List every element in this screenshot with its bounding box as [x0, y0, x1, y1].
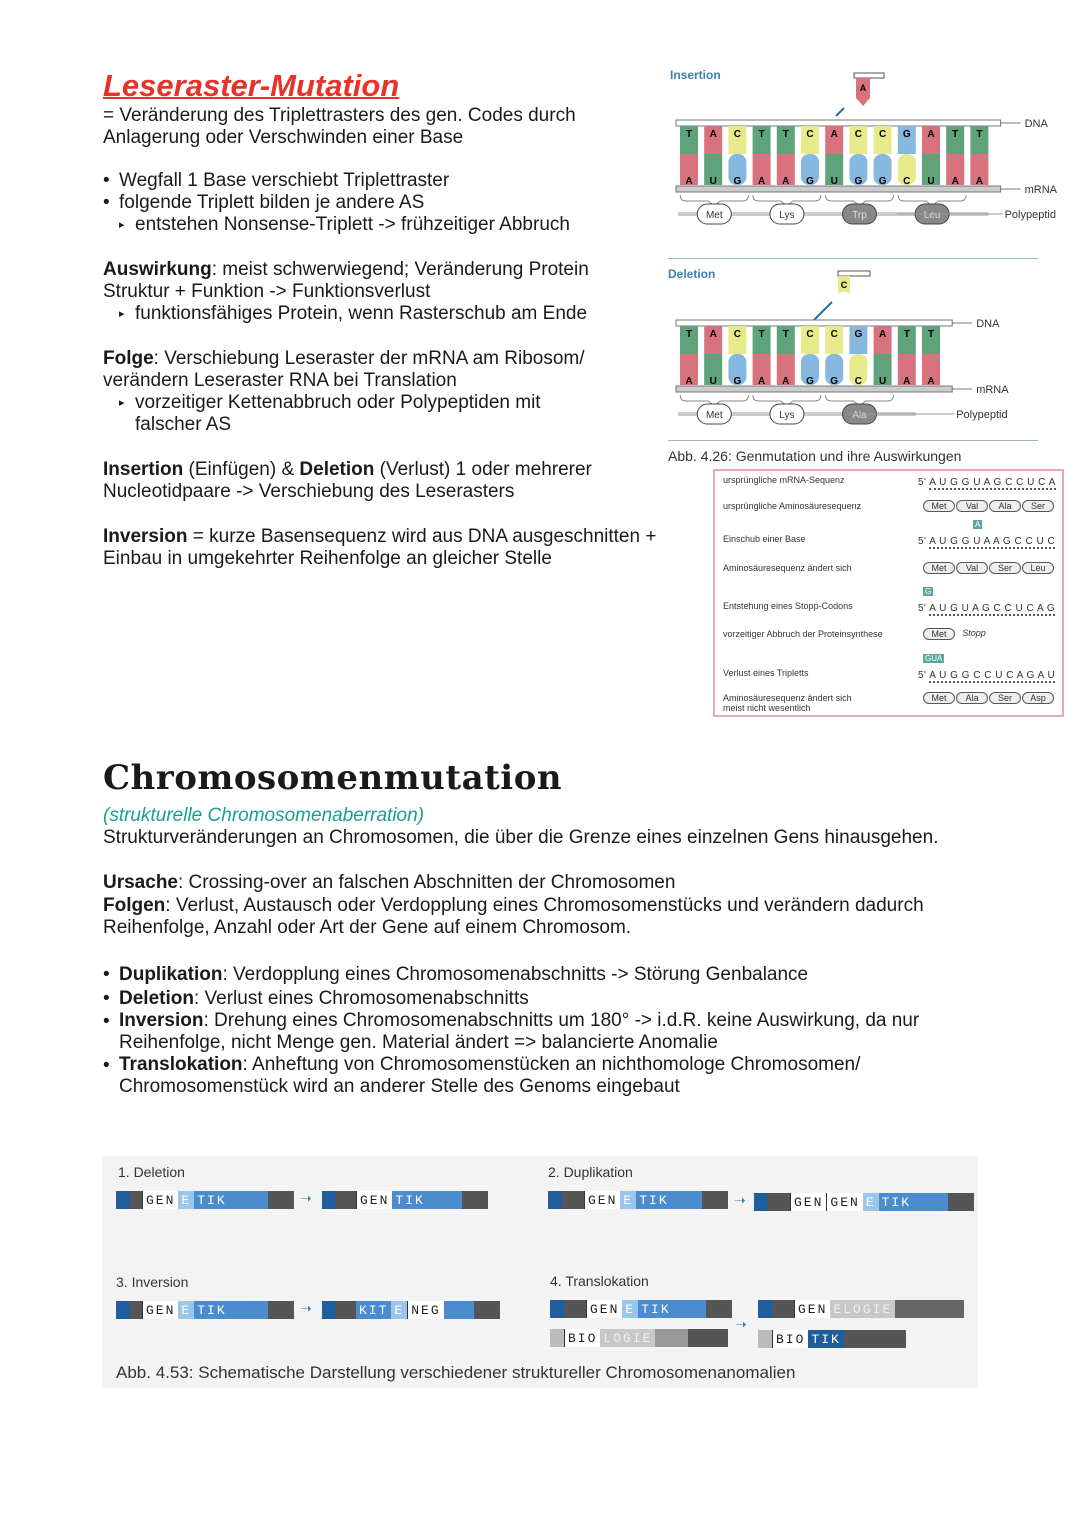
insertion-arrow [836, 108, 844, 116]
mrna-base-letter: G [733, 376, 742, 387]
dna-base-letter: T [903, 329, 910, 340]
chromosome-segment: E [391, 1301, 407, 1319]
mrna-base-letter: C [854, 376, 863, 387]
arrow-icon: ➝ [300, 1190, 312, 1206]
section-title-leseraster: Leseraster-Mutation [103, 68, 400, 103]
polypeptid-label: Polypeptid [956, 409, 1008, 421]
chromosome-segment [674, 1300, 706, 1318]
sequence-letters: A U G U A G C C U C A G [929, 603, 1056, 614]
mrna-base-letter: A [685, 176, 693, 187]
amino-acid: Met [923, 628, 955, 640]
mrna-base-letter: G [733, 176, 742, 187]
ursache-folgen: Ursache: Crossing-over an falschen Abschnitten der Chromosomen Folgen: Verlust, Austausch oder Verdopplung eines Chromosomenstücks und verändern dadurch Reihenfolge, Anzahl oder Art der Gene auf einem Chromosom. [103, 872, 924, 938]
section-title-chromosomen: Chromosomenmutation [103, 758, 563, 798]
chromosome [548, 1191, 728, 1209]
chromosome-segment: BIO [564, 1329, 600, 1347]
list-item: • Duplikation: Verdopplung eines Chromosomenabschnitts -> Störung Genbalance [103, 964, 809, 985]
amino-acid: Met [923, 562, 955, 574]
chromosome-band [336, 1301, 356, 1319]
chromosome-segment: TIK [808, 1330, 843, 1348]
chromosome-band [758, 1330, 772, 1348]
chromosome-band [564, 1300, 586, 1318]
insertion-label: Insertion [670, 68, 721, 82]
removed-base-holder [838, 271, 870, 276]
chromosome-segment: BIO [772, 1330, 808, 1348]
mrna-base-letter: G [806, 376, 814, 387]
chromosome-segment [230, 1191, 268, 1209]
chromosome [322, 1301, 500, 1319]
chromosome-segment: GEN [142, 1191, 178, 1209]
mrna-base-letter: C [903, 176, 911, 187]
chromosome-band [268, 1301, 294, 1319]
chromosome-band [758, 1300, 772, 1318]
figure-caption: Abb. 4.53: Schematische Darstellung verschiedener struktureller Chromosomenanomalien [116, 1363, 796, 1382]
mrna-base-letter: A [757, 376, 766, 387]
chromosome [116, 1191, 294, 1209]
mrna-base-letter: A [782, 176, 790, 187]
row-label: ursprüngliche Aminosäuresequenz [723, 501, 862, 511]
mrna-strand [676, 386, 952, 392]
chromosome-band [116, 1191, 130, 1209]
dna-base-letter: T [685, 129, 693, 140]
chromosome-segment: TIK [194, 1301, 229, 1319]
amino-acid: Met [923, 692, 955, 704]
chromosome [550, 1329, 728, 1347]
panel-label: 4. Translokation [550, 1273, 649, 1289]
mrna-base-letter: G [854, 176, 863, 187]
deletion-arrow [814, 302, 832, 320]
chromosome-segment: E [178, 1301, 194, 1319]
dna-base-letter: T [927, 329, 935, 340]
list-item: • Wegfall 1 Base verschiebt Triplettraster [103, 170, 450, 191]
amino-acid: Stopp [962, 628, 986, 638]
chromosome-segment: TIK [194, 1191, 229, 1209]
row-label: Entstehung eines Stopp-Codons [723, 601, 853, 611]
dna-base-letter: C [806, 329, 814, 340]
arrow-icon: ➝ [735, 1316, 747, 1332]
chromosome-band [562, 1191, 584, 1209]
dna-base-letter: T [758, 329, 765, 340]
chromosome-segment: NEG [407, 1301, 443, 1319]
chromosome [116, 1301, 294, 1319]
mrna-base-letter: G [878, 176, 887, 187]
amino-acid: Leu [1022, 562, 1054, 574]
chromosome-segment: GEN [584, 1191, 620, 1209]
dna-base-letter: C [733, 129, 742, 140]
panel-label: 1. Deletion [118, 1164, 185, 1180]
chromosome-segment [895, 1300, 964, 1318]
inserted-base-holder [854, 73, 884, 78]
mrna-base-letter: U [709, 376, 717, 387]
list-item: • Translokation: Anheftung von Chromosomenstücken an nichthomologe Chromosomen/ Chromosomenstück wird an anderer Stelle des Genoms eingebaut [103, 1054, 861, 1097]
amino-acid: Met [923, 500, 955, 512]
chromosome-band [322, 1191, 336, 1209]
chromosome-band [268, 1191, 294, 1209]
dna-base-letter: G [902, 129, 911, 140]
mrna-base-letter: A [685, 376, 693, 387]
amino-acid-label: Trp [852, 210, 867, 221]
mutation-mark: A [975, 520, 981, 529]
amino-acid-label: Lys [779, 210, 795, 221]
dna-base-letter: T [976, 129, 983, 140]
figure-chromosome-anomalies [102, 1156, 978, 1388]
dna-base-letter: A [927, 129, 935, 140]
mrna-sequence [918, 477, 1056, 488]
deletion-label: Deletion [668, 267, 716, 281]
list-item: ▸ entstehen Nonsense-Triplett -> frühzeitiger Abbruch [119, 214, 570, 235]
chromosome-segment: ELOGIE [830, 1300, 895, 1318]
amino-acid: Ser [989, 562, 1021, 574]
dna-base-letter: G [854, 329, 863, 340]
row-label: ursprüngliche mRNA-Sequenz [723, 475, 845, 485]
dna-base-letter: C [733, 329, 742, 340]
chromosome-band [550, 1329, 564, 1347]
chromosome-band [688, 1329, 728, 1347]
dna-base-letter: T [685, 329, 693, 340]
mrna-base-letter: A [975, 176, 984, 187]
dna-base-letter: A [830, 129, 838, 140]
dna-base-letter: A [709, 329, 717, 340]
sequence-table [713, 469, 1064, 717]
list-item: • Deletion: Verlust eines Chromosomenabschnitts [103, 987, 529, 1009]
arrow-icon: ➝ [300, 1300, 312, 1316]
mrna-base-letter: A [927, 376, 935, 387]
chromosome-segment [230, 1301, 268, 1319]
chromosome-segment: KIT [356, 1301, 391, 1319]
mrna-base-letter: U [927, 176, 935, 187]
amino-acid: Ala [989, 500, 1021, 512]
chromosome-band [116, 1301, 130, 1319]
dna-strand [676, 320, 952, 326]
dna-base-letter: T [758, 129, 765, 140]
chromosome-segment: E [863, 1193, 879, 1211]
sequence-letters: A U G G C C U C A G A U [929, 670, 1056, 681]
list-item: • Inversion: Drehung eines Chromosomenabschnitts um 180° -> i.d.R. keine Auswirkung, da nur Reihenfolge, nicht Menge gen. Material ändert => balancierte Anomalie [103, 1010, 920, 1053]
chromosome-band [322, 1301, 336, 1319]
divider [668, 440, 1038, 441]
panel-label: 2. Duplikation [548, 1164, 633, 1180]
amino-acid: Val [956, 562, 988, 574]
chromosome-band [706, 1300, 732, 1318]
dna-label: DNA [976, 318, 1000, 330]
mrna-sequence [918, 603, 1055, 614]
chromosome-segment: GEN [586, 1300, 622, 1318]
chromosome-segment [914, 1193, 948, 1211]
definition: = Veränderung des Triplettrasters des gen. Codes durch Anlagerung oder Verschwinden einer Base [103, 105, 576, 148]
dna-base-letter: A [709, 129, 717, 140]
mrna-base-letter: A [782, 376, 790, 387]
chromosome-segment: LOGIE [600, 1329, 655, 1347]
chromosome [754, 1193, 974, 1211]
chromosome-segment: E [178, 1191, 194, 1209]
mrna-base-letter: G [806, 176, 814, 187]
chromosomen-intro: (strukturelle Chromosomenaberration) Strukturveränderungen an Chromosomen, die über die Grenze eines einzelnen Gens hinausgehen. [103, 805, 939, 848]
row-label: Verlust eines Tripletts [723, 668, 809, 678]
row-label: vorzeitiger Abbruch der Proteinsynthese [723, 629, 883, 639]
chromosome [322, 1191, 488, 1209]
chromosome-band [462, 1191, 488, 1209]
amino-acid-label: Leu [923, 210, 941, 221]
figure-caption: Abb. 4.26: Genmutation und ihre Auswirkungen [668, 448, 962, 464]
amino-acid-label: Met [705, 210, 723, 221]
amino-acid-label: Ala [852, 410, 867, 421]
amino-acid-label: Lys [779, 410, 795, 421]
dna-base-letter: C [854, 129, 863, 140]
mrna-label: mRNA [976, 384, 1009, 396]
amino-acid: Ser [1022, 500, 1054, 512]
mrna-base-letter: A [903, 376, 911, 387]
five-prime-label: 5' [918, 603, 930, 614]
auswirkung: Auswirkung: meist schwerwiegend; Veränderung Protein Struktur + Funktion -> Funktionsverlust ▸ funktionsfähiges Protein, wenn Rasterschub am Ende [103, 259, 589, 324]
chromosome-band [130, 1191, 142, 1209]
insertion-diagram [660, 62, 1057, 242]
mrna-sequence [918, 536, 1055, 547]
amino-acid: Ser [989, 692, 1021, 704]
chromosome-band [336, 1191, 356, 1209]
dna-label: DNA [1024, 118, 1048, 130]
inserted-base-letter: A [859, 83, 867, 93]
chromosome-band [474, 1301, 500, 1319]
five-prime-label: 5' [918, 477, 930, 488]
chromosome-segment: E [622, 1300, 638, 1318]
mutation-mark: GUA [925, 654, 943, 663]
five-prime-label: 5' [918, 536, 930, 547]
dna-strand [676, 120, 1001, 126]
chromosome-band [130, 1301, 142, 1319]
dna-base-letter: T [782, 329, 789, 340]
row-label: Einschub einer Base [723, 534, 806, 544]
mrna-base-letter: G [830, 376, 839, 387]
deletion-diagram [660, 262, 1040, 442]
bullet-list [103, 170, 663, 236]
chromosome-segment: TIK [636, 1191, 671, 1209]
chromosome-segment: TIK [879, 1193, 914, 1211]
chromosome-segment: E [620, 1191, 636, 1209]
chromosome-segment: GEN [794, 1300, 830, 1318]
chromosome-segment [844, 1330, 906, 1348]
removed-base-letter: C [840, 280, 848, 290]
chromosome-band [550, 1300, 564, 1318]
chromosome [550, 1300, 732, 1318]
chromosome-band [702, 1191, 728, 1209]
mrna-base-letter: A [951, 176, 959, 187]
dna-base-letter: C [878, 129, 887, 140]
dna-base-letter: C [806, 129, 814, 140]
chromosome-band [548, 1191, 562, 1209]
mutation-types-list [103, 963, 1053, 1098]
amino-acid: Asp [1022, 692, 1054, 704]
chromosome [758, 1300, 964, 1318]
sequence-letters: A U G G U A G C C U C A [929, 477, 1056, 488]
mrna-base-letter: U [878, 376, 887, 387]
insertion-deletion: Insertion (Einfügen) & Deletion (Verlust) 1 oder mehrerer Nucleotidpaare -> Verschiebung des Leserasters [103, 459, 592, 502]
polypeptid-label: Polypeptid [1004, 209, 1056, 221]
row-label: Aminosäuresequenz ändert sich meist nicht wesentlich [723, 693, 852, 713]
chromosome-segment: GEN [142, 1301, 178, 1319]
dna-base-letter: T [952, 129, 959, 140]
chromosome-band [754, 1193, 768, 1211]
five-prime-label: 5' [918, 670, 930, 681]
chromosome-segment [444, 1301, 474, 1319]
chromosome-band [768, 1193, 790, 1211]
mrna-label: mRNA [1024, 184, 1057, 196]
mrna-sequence [918, 670, 1055, 681]
sequence-letters: A U G G U A A G C C U C [929, 536, 1056, 547]
chromosome-band [772, 1300, 794, 1318]
dna-base-letter: A [878, 329, 887, 340]
amino-acid: Ala [956, 692, 988, 704]
row-label: Aminosäuresequenz ändert sich [723, 563, 852, 573]
chromosome-segment: TIK [392, 1191, 427, 1209]
inversion: Inversion = kurze Basensequenz wird aus DNA ausgeschnitten + Einbau in umgekehrter Reihenfolge an gleicher Stelle [103, 526, 657, 569]
chromosome-segment [428, 1191, 462, 1209]
amino-acid: Val [956, 500, 988, 512]
chromosome-segment: GEN [356, 1191, 392, 1209]
dna-base-letter: C [830, 329, 838, 340]
chromosome-band [948, 1193, 974, 1211]
chromosome-segment [672, 1191, 702, 1209]
panel-label: 3. Inversion [116, 1274, 189, 1290]
chromosome-segment: GEN [826, 1193, 862, 1211]
mrna-base-letter: A [757, 176, 766, 187]
arrow-icon: ➝ [734, 1192, 746, 1208]
figure-genmutation [660, 62, 1057, 464]
divider [668, 258, 1038, 259]
mrna-base-letter: U [830, 176, 838, 187]
dna-base-letter: T [782, 129, 789, 140]
chromosome [758, 1330, 906, 1348]
chromosome-segment: GEN [790, 1193, 826, 1211]
mutation-mark: G [925, 587, 932, 596]
mrna-base-letter: U [709, 176, 717, 187]
amino-acid-label: Met [705, 410, 723, 421]
folge: Folge: Verschiebung Leseraster der mRNA am Ribosom/ verändern Leseraster RNA bei Translation ▸ vorzeitiger Kettenabbruch oder Polypeptiden mit falscher AS [103, 348, 585, 435]
list-item: • folgende Triplett bilden je andere AS [103, 192, 425, 213]
chromosome-segment: TIK [638, 1300, 673, 1318]
chromosome-segment [655, 1329, 688, 1347]
